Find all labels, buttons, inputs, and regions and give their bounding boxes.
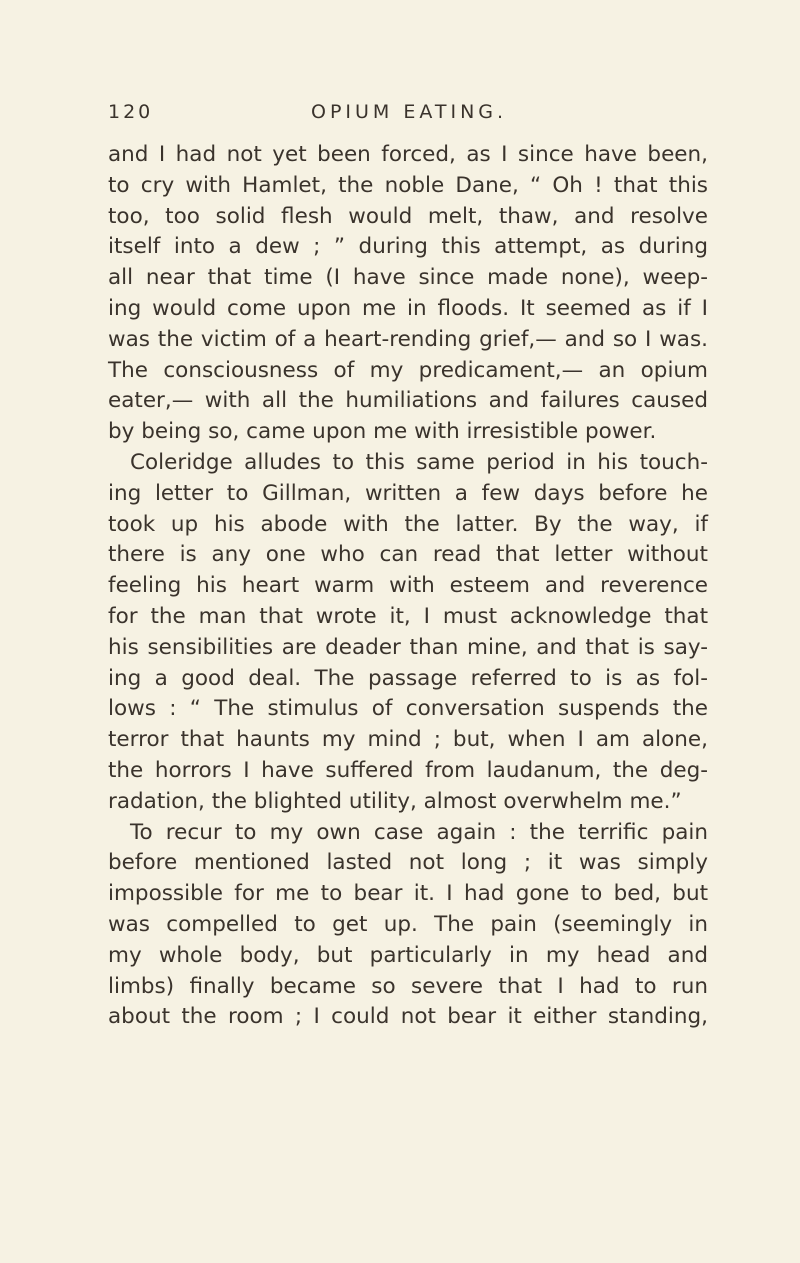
text-line: terror that haunts my mind ; but, when I am alone, <box>108 727 708 753</box>
paragraph <box>108 140 708 448</box>
running-title: OPIUM EATING. <box>311 101 508 123</box>
running-head <box>108 101 708 131</box>
text-line: about the room ; I could not bear it either standing, <box>108 1004 708 1030</box>
text-line: Coleridge alludes to this same period in his touch- <box>130 449 708 475</box>
text-line: impossible for me to bear it. I had gone to bed, but <box>108 881 708 907</box>
text-line: all near that time (I have since made none), weep- <box>108 265 708 291</box>
text-line: ing a good deal. The passage referred to is as fol- <box>108 665 708 691</box>
text-line: by being so, came upon me with irresistible power. <box>108 419 657 445</box>
text-line: eater,— with all the humiliations and failures caused <box>108 388 708 414</box>
text-line: before mentioned lasted not long ; it was simply <box>108 850 708 876</box>
body-text <box>108 140 708 1033</box>
text-line: too, too solid flesh would melt, thaw, and resolve <box>108 203 708 229</box>
text-line: was the victim of a heart-rending grief,— and so I was. <box>108 326 708 352</box>
page-number: 120 <box>108 101 154 123</box>
paragraph <box>108 818 708 1034</box>
text-line: to cry with Hamlet, the noble Dane, “ Oh ! that this <box>108 172 708 198</box>
text-line: and I had not yet been forced, as I since have been, <box>108 142 708 167</box>
text-line: was compelled to get up. The pain (seemingly in <box>108 911 708 937</box>
text-line: ing would come upon me in floods. It seemed as if I <box>108 295 708 321</box>
text-line: took up his abode with the latter. By the way, if <box>108 511 708 537</box>
text-line: my whole body, but particularly in my head and <box>108 942 708 968</box>
text-line: To recur to my own case again : the terrific pain <box>130 819 708 845</box>
text-line: ing letter to Gillman, written a few days before he <box>108 480 708 506</box>
text-line: for the man that wrote it, I must acknowledge that <box>108 603 708 629</box>
paragraph <box>108 448 708 818</box>
text-line: radation, the blighted utility, almost overwhelm me.” <box>108 788 682 814</box>
text-line: his sensibilities are deader than mine, and that is say- <box>108 634 708 660</box>
text-line: limbs) finally became so severe that I had to run <box>108 973 708 999</box>
text-line: The consciousness of my predicament,— an opium <box>108 357 708 383</box>
text-line: there is any one who can read that letter without <box>108 542 708 568</box>
text-line: feeling his heart warm with esteem and reverence <box>108 573 708 599</box>
text-line: lows : “ The stimulus of conversation suspends the <box>108 696 708 722</box>
text-line: itself into a dew ; ” during this attempt, as during <box>108 234 708 260</box>
text-line: the horrors I have suffered from laudanum, the deg- <box>108 757 708 783</box>
